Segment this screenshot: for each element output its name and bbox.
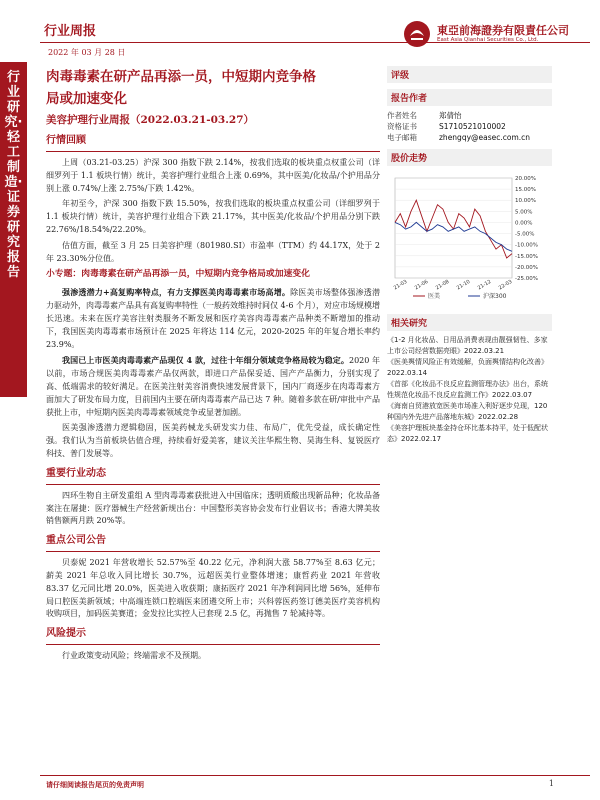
logo-mark-icon	[403, 20, 431, 48]
report-type: 行业周报	[44, 24, 97, 39]
x-tick-label: 21-08	[434, 278, 451, 292]
risk-paragraph: 行业政策变动风险；终端需求不及预期。	[62, 651, 206, 661]
rating-box	[387, 66, 552, 83]
main-content	[46, 66, 380, 666]
related-item[interactable]: 《1-2 月化妆品、日用品消费表现由靓强韧性、多家上市公司经营数据亮眼》2022.03.21	[387, 336, 548, 355]
section-divider	[46, 644, 380, 645]
special-p2-lead: 我国已上市医美肉毒毒素产品现仅 4 款，过往十年细分领域竞争格局较为稳定。	[62, 355, 349, 366]
logo-name-cn: 東亞前海證券有限責任公司	[437, 24, 569, 37]
rating-title: 评级	[391, 71, 410, 81]
special-paragraph-1	[46, 286, 380, 351]
special-p1-lead: 强渗透潜力+高复购率特点，有力支撑医美肉毒毒素市场高增。	[62, 287, 291, 298]
section-divider	[46, 151, 380, 152]
y-tick-label: -25.00%	[515, 276, 538, 282]
x-tick-label: 21-12	[476, 278, 493, 292]
category-sidebar	[0, 62, 27, 397]
analyst-name-row	[387, 110, 552, 121]
legend-label: 沪深300	[483, 293, 507, 300]
analyst-email-value[interactable]: zhengqy@easec.com.cn	[439, 133, 531, 142]
company-paragraph: 贝泰妮 2021 年营收增长 52.57%至 40.22 亿元，净利润大涨 58.77%至 8.63 亿元；薪美 2021 年总收入同比增长 30.7%，远超医美行业整体增速；康哲药业 2021 年营收 83.37 亿元同比增 20.0%，医美进入收获期；康拓医疗 2021 年净利润同比增 56%，延伸布局口腔医美新领域；中高端连锁口腔端医来团遴交所上市；兴科蓉医药签订德美医疗美容机构收购项目，加码医美赛道；金发拉比实控人已套现 2.5 亿，再抛售 7 轮减持等。	[46, 558, 380, 619]
review-paragraph-2: 年初至今，沪深 300 指数下跌 15.50%，按我们选取的板块重点权重公司（详细罗列于 1.1 板块行情）统计，美容护理行业组合下跌 21.17%，其中医美/化妆品/个护用品分别下跌 22.76%/18.54%/22.20%。	[46, 199, 380, 234]
report-title-line2: 局或加速变化	[46, 91, 127, 107]
review-paragraph-1: 上周（03.21-03.25）沪深 300 指数下跌 2.14%，按我们选取的板块重点权重公司（详细罗列于 1.1 板块行情）统计，美容护理行业组合上涨 0.69%，其中医美/化妆品/个护用品分别上涨 0.74%/上涨 2.75%/下跌 1.42%。	[46, 158, 380, 193]
report-title-line1: 肉毒毒素在研产品再添一员，中短期内竞争格	[46, 69, 316, 85]
analyst-email-row	[387, 132, 552, 143]
footer-disclaimer: 请仔细阅读报告尾页的免责声明	[46, 781, 144, 789]
related-item[interactable]: 《美容护理板块基金持仓环比基本持平，处于低配状态》2022.02.17	[387, 424, 548, 443]
chart-box-header	[387, 149, 552, 166]
section-title-industry: 重要行业动态	[46, 467, 106, 479]
y-tick-label: 5.00%	[515, 209, 533, 216]
y-tick-label: -5.00%	[515, 231, 535, 238]
y-tick-label: -20.00%	[515, 264, 538, 271]
report-subtitle: 美容护理行业周报（2022.03.21-03.27）	[46, 114, 254, 126]
related-box-header	[387, 314, 552, 331]
section-divider	[46, 551, 380, 552]
review-paragraph-3: 估值方面，截至 3 月 25 日美容护理（801980.SI）市盈率（TTM）约 44.17X，处于 2 年 23.30%分位值。	[46, 240, 380, 263]
footer-divider	[40, 775, 590, 776]
company-logo	[403, 20, 583, 54]
related-item[interactable]: 《医美舆情风险正有效缓解，负面舆情结构化改善》2022.03.14	[387, 358, 548, 377]
logo-name-en: East Asia Qianhai Securities Co., Ltd.	[437, 37, 539, 43]
legend-label: 医美	[428, 293, 441, 300]
section-title-company: 重点公司公告	[46, 535, 106, 547]
section-title-special: 小专题：肉毒毒素在研产品再添一员，中短期内竞争格局或加速变化	[46, 269, 310, 280]
special-p2-body: 2020 年以前，市场合规医美肉毒毒素产品仅两款，即进口产品保妥适、国产产品衡力，分别实现了高、低端需求的较好满足。在医美注射美容消费快速发展背景下，国内厂商逐步在肉毒毒素方面加大了研发布局力度，目前国内主要在研肉毒毒素产品已达 7 种。随着多款在研/审批中产品获批上市，中短期内医美肉毒毒素领域竞争或显著加剧。	[46, 356, 380, 417]
y-tick-label: 0.00%	[515, 220, 533, 227]
page-number: 1	[548, 779, 554, 788]
analyst-email-key: 电子邮箱	[387, 133, 417, 142]
y-tick-label: 20.00%	[515, 176, 536, 182]
category-label: 行业研究·轻工制造·证券研究报告	[4, 70, 23, 280]
related-item[interactable]: 《首部《化妆品不良反应监测管理办法》出台，系统性规范化妆品不良反应监测工作》2022.03.07	[387, 380, 548, 399]
section-title-risk: 风险提示	[46, 628, 86, 640]
analyst-cert-row	[387, 121, 552, 132]
stock-price-chart	[387, 174, 552, 304]
section-title-review: 行情回顾	[46, 135, 86, 146]
chart-axes	[393, 176, 538, 291]
analyst-box-header	[387, 89, 552, 106]
special-p1-body: 除医美市场整体强渗透潜力驱动外，肉毒毒素产品具有高复购率特性（一般药效维持时间仅 4-6 个月），对应市场规模增长迅速。未来在医疗美容注射类服务不断发展和医疗美容肉毒毒素产品种类不断增加的推动下，我国医美肉毒毒素市场预计在 2025 年将达 114 亿元，2020-2025 年的年复合增长率约 23.9%。	[46, 288, 380, 349]
x-tick-label: 22-03	[497, 278, 514, 292]
analyst-name-value: 郑倩怡	[439, 111, 462, 120]
report-date: 2022 年 03 月 28 日	[48, 48, 126, 57]
related-title: 相关研究	[391, 319, 428, 329]
x-tick-label: 21-03	[392, 278, 409, 292]
analyst-name-key: 作者姓名	[387, 111, 417, 120]
y-tick-label: -15.00%	[515, 253, 538, 260]
x-tick-label: 21-06	[413, 278, 430, 292]
related-item[interactable]: 《海南自贸港放宽医美市场准入利好逐步兑现，120 种国内外先进产品落地东城》2022.02.28	[387, 402, 548, 421]
chart-legend	[413, 292, 507, 300]
y-tick-label: -10.00%	[515, 242, 538, 249]
section-divider	[46, 484, 380, 485]
chart-title: 股价走势	[391, 154, 428, 164]
industry-paragraph: 四环生物自主研发重组 A 型肉毒毒素获批进入中国临床；透明质酸出现新品种；化妆品备案注在屠捷：医疗器械生产经营新规出台：中国整形美容协会发布行业倡议书；香港大牌美妆销售额两月跌 20%等。	[46, 490, 380, 526]
analyst-cert-key: 资格证书	[387, 122, 417, 131]
chart-series	[395, 200, 512, 258]
y-tick-label: 10.00%	[515, 198, 536, 205]
analyst-cert-value: S1710521010002	[439, 122, 506, 131]
special-paragraph-3: 医美强渗透潜力逻辑稳固，医美药械龙头研发实力佳、布局广，优先受益，成长确定性强。我们认为当前板块估值合理，持续看好爱美客，建议关注华熙生物、昊海生科、复锐医疗科技、普门发展等。	[46, 423, 380, 458]
y-tick-label: 15.00%	[515, 187, 536, 194]
analyst-title: 报告作者	[391, 94, 428, 104]
x-tick-label: 21-10	[455, 278, 472, 292]
special-paragraph-2	[46, 354, 380, 419]
side-panel	[387, 66, 552, 445]
